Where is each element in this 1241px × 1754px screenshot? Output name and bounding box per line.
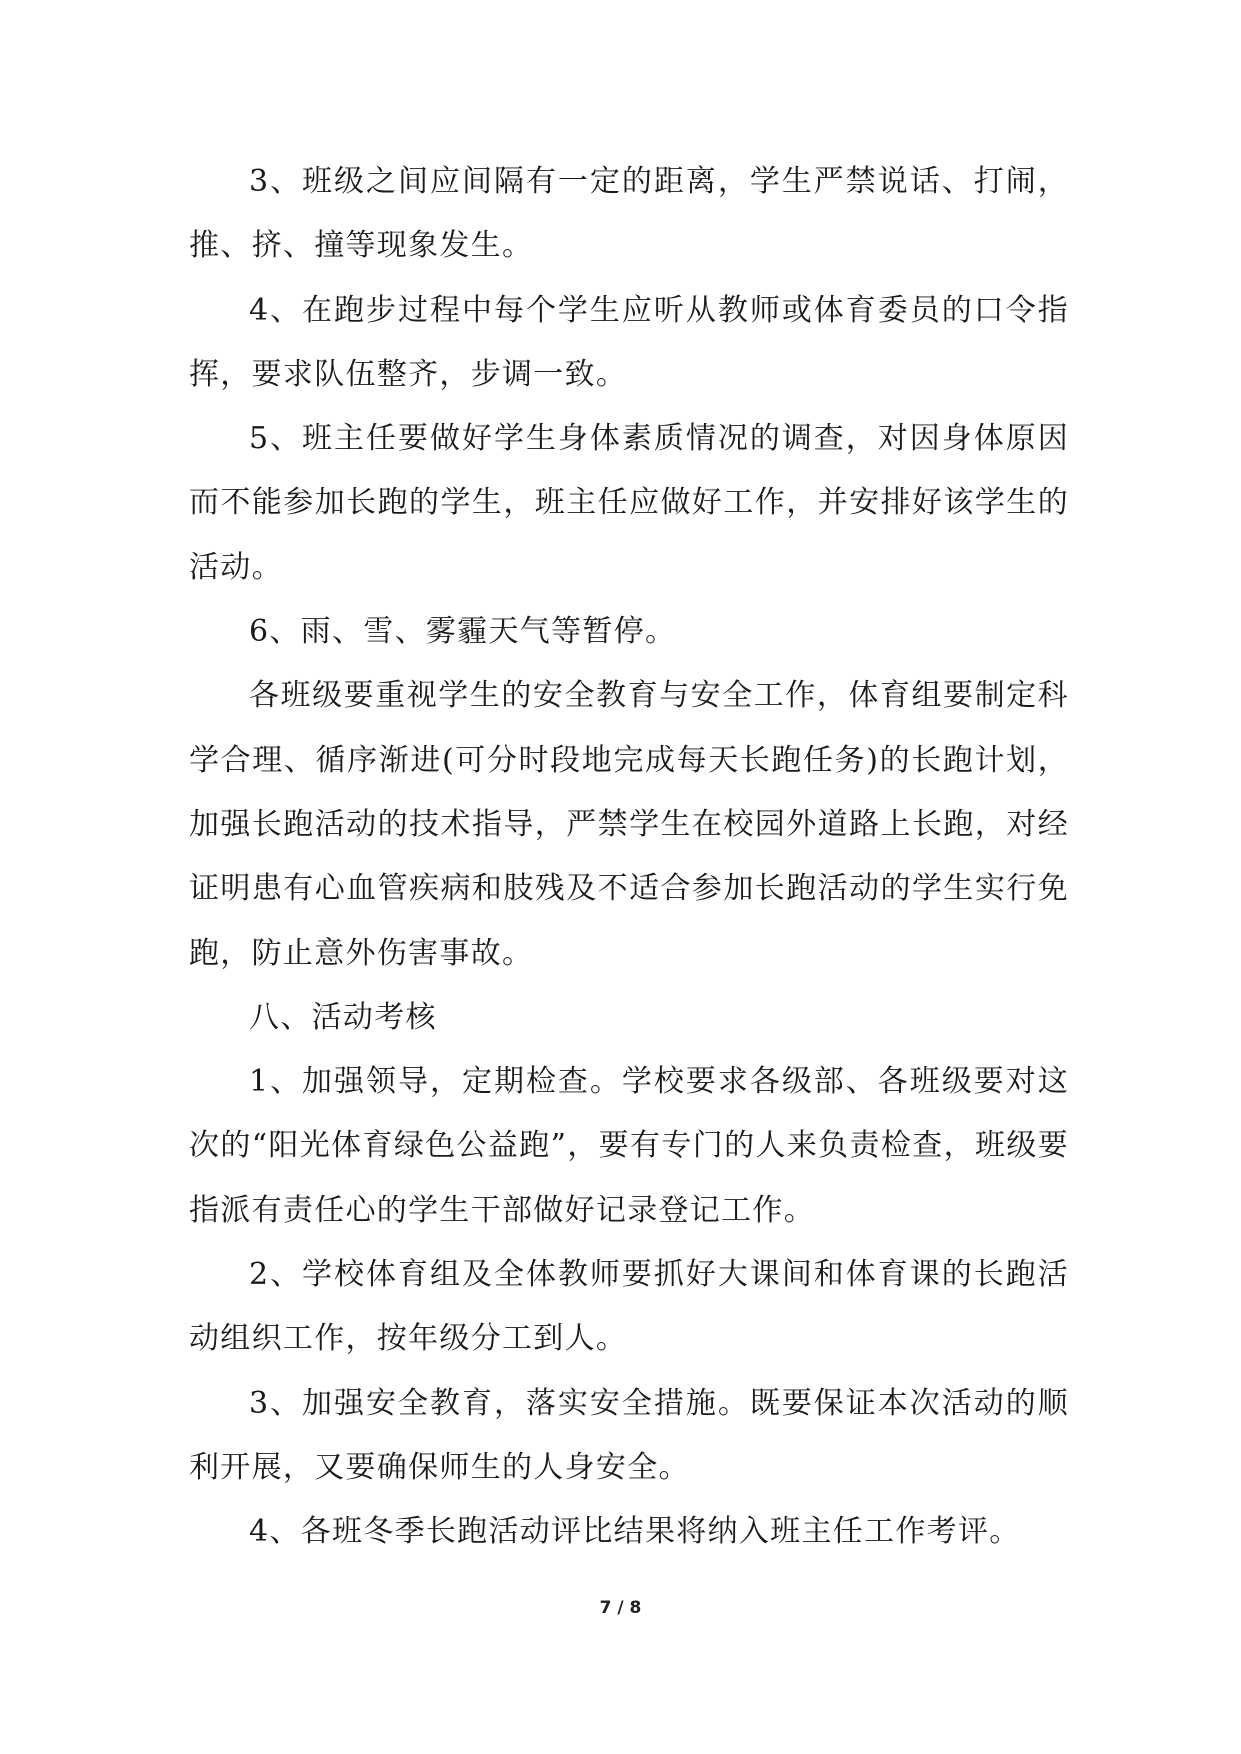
section-heading-assessment: 八、活动考核 xyxy=(249,999,437,1035)
page-number: 7 / 8 xyxy=(599,1598,642,1618)
paragraph-item-4-commands: 4、在跑步过程中每个学生应听从教师或体育委员的口令指挥，要求队伍整齐，步调一致。 xyxy=(189,292,1069,392)
paragraph-item-3-spacing: 3、班级之间应间隔有一定的距离，学生严禁说话、打闹，推、挤、撞等现象发生。 xyxy=(189,164,1069,264)
paragraph-item-6-weather: 6、雨、雪、雾霾天气等暂停。 xyxy=(249,614,677,650)
paragraph-assessment-1: 1、加强领导，定期检查。学校要求各级部、各班级要对这次的“阳光体育绿色公益跑”，要有专门的人来负责检查，班级要指派有责任心的学生干部做好记录登记工作。 xyxy=(189,1064,1069,1228)
paragraph-safety-education: 各班级要重视学生的安全教育与安全工作，体育组要制定科学合理、循序渐进(可分时段地完成每天长跑任务)的长跑计划，加强长跑活动的技术指导，严禁学生在校园外道路上长跑，对经证明患有心血管疾病和肢残及不适合参加长跑活动的学生实行免跑，防止意外伤害事故。 xyxy=(189,678,1069,971)
paragraph-assessment-2: 2、学校体育组及全体教师要抓好大课间和体育课的长跑活动组织工作，按年级分工到人。 xyxy=(189,1257,1069,1357)
paragraph-item-5-health-survey: 5、班主任要做好学生身体素质情况的调查，对因身体原因而不能参加长跑的学生，班主任应做好工作，并安排好该学生的活动。 xyxy=(189,421,1069,585)
paragraph-assessment-3: 3、加强安全教育，落实安全措施。既要保证本次活动的顺利开展，又要确保师生的人身安全。 xyxy=(189,1385,1069,1485)
document-body xyxy=(189,150,1069,1565)
paragraph-assessment-4: 4、各班冬季长跑活动评比结果将纳入班主任工作考评。 xyxy=(249,1514,1021,1550)
